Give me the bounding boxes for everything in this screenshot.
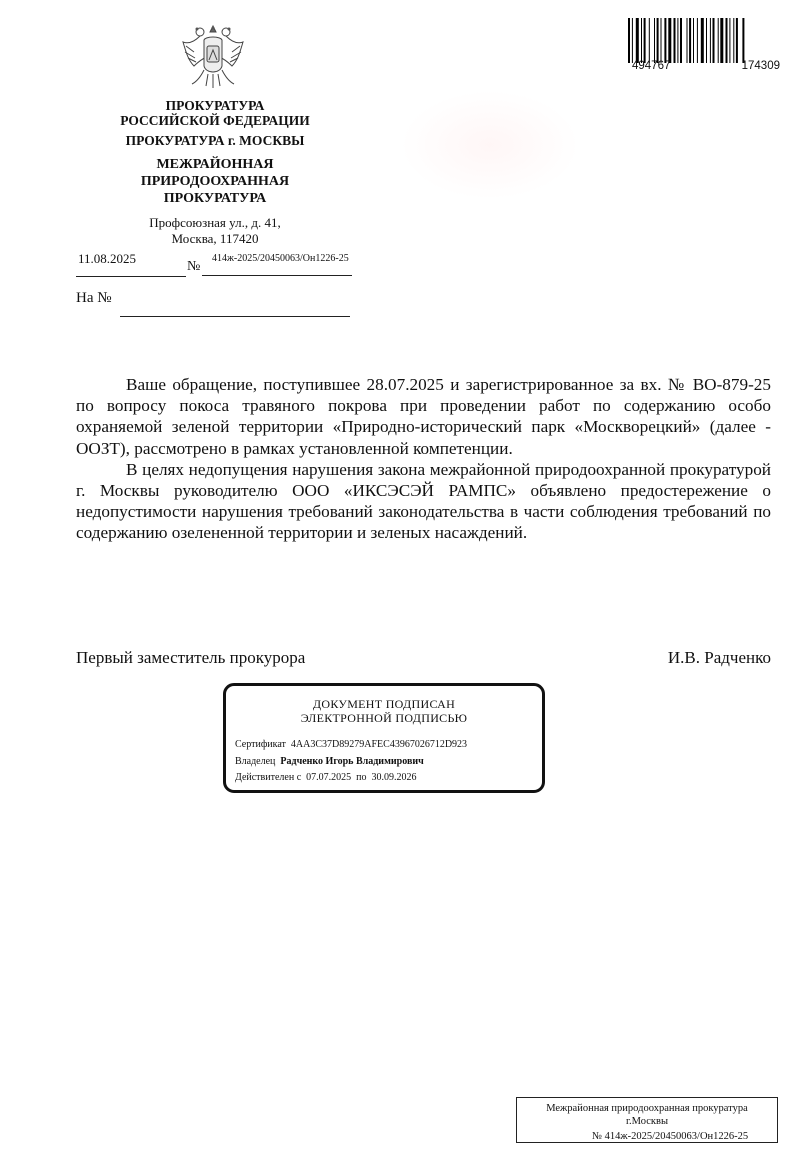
org-line-2: РОССИЙСКОЙ ФЕДЕРАЦИИ	[120, 113, 310, 128]
barcode-left-digits: 494767	[632, 60, 671, 72]
stamp-title	[226, 697, 542, 725]
org-name	[70, 98, 360, 128]
barcode-bar	[687, 18, 688, 63]
dept-line-3: ПРОКУРАТУРА	[163, 191, 267, 206]
barcode-bar	[713, 18, 715, 63]
barcode-bar	[701, 18, 704, 63]
barcode-bar	[697, 18, 698, 63]
stamp-title-line-2: ЭЛЕКТРОННОЙ ПОДПИСЬЮ	[300, 711, 468, 725]
barcode-bar	[654, 18, 655, 63]
document-number: 414ж-2025/20450063/Он1226-25	[202, 252, 352, 276]
barcode	[628, 18, 780, 63]
reply-to-label: На №	[76, 290, 112, 306]
barcode-bar	[736, 18, 738, 63]
barcode-bar	[636, 18, 639, 63]
barcode-bar	[726, 18, 728, 63]
barcode-bar	[674, 18, 676, 63]
dept-line-1: МЕЖРАЙОННАЯ	[156, 157, 274, 172]
barcode-bar	[644, 18, 646, 63]
dept-name	[70, 156, 360, 207]
barcode-bar	[649, 18, 650, 63]
stamp-valid-label: Действителен с	[235, 772, 302, 783]
stamp-validity	[235, 772, 417, 783]
registration-line-1: Межрайонная природоохранная прокуратура	[546, 1103, 748, 1114]
faint-watermark	[400, 90, 580, 200]
barcode-right-digits: 174309	[741, 60, 780, 72]
address	[70, 215, 360, 247]
registration-number: № 414ж-2025/20450063/Он1226-25	[592, 1131, 749, 1142]
barcode-bar	[657, 18, 659, 63]
barcode-bar	[680, 18, 682, 63]
registration-line-2: г.Москвы	[625, 1116, 669, 1127]
signer-name: И.В. Радченко	[667, 648, 771, 667]
stamp-cert-value: 4AA3C37D89279AFEC43967026712D923	[290, 739, 468, 750]
document-date: 11.08.2025	[76, 252, 186, 277]
barcode-bar	[689, 18, 691, 63]
org-line-1: ПРОКУРАТУРА	[165, 98, 265, 113]
org-moscow: ПРОКУРАТУРА г. МОСКВЫ	[125, 133, 305, 148]
barcode-bar	[720, 18, 723, 63]
barcode-bar	[693, 18, 694, 63]
state-emblem-icon	[180, 22, 246, 90]
stamp-title-line-1: ДОКУМЕНТ ПОДПИСАН	[312, 697, 456, 711]
stamp-owner-value: Радченко Игорь Владимирович	[280, 756, 424, 767]
barcode-bar	[641, 18, 642, 63]
barcode-bar	[668, 18, 671, 63]
stamp-certificate	[235, 739, 467, 750]
barcode-bar	[661, 18, 662, 63]
barcode-bar	[742, 18, 744, 63]
reply-to-line	[120, 315, 350, 317]
signer-title: Первый заместитель прокурора	[76, 648, 306, 667]
barcode-digits	[632, 60, 780, 72]
e-signature-stamp	[223, 683, 545, 793]
barcode-bar	[706, 18, 707, 63]
letter-body	[76, 374, 771, 544]
stamp-owner-label: Владелец	[235, 756, 276, 767]
barcode-bar	[628, 18, 630, 63]
barcode-bar	[664, 18, 666, 63]
barcode-bar	[632, 18, 633, 63]
barcode-bar	[677, 18, 678, 63]
number-sign: №	[187, 259, 201, 274]
barcode-bar	[718, 18, 719, 63]
stamp-owner	[235, 756, 424, 767]
stamp-valid-to: 30.09.2026	[371, 772, 417, 783]
stamp-cert-label: Сертификат	[235, 739, 286, 750]
stamp-valid-from: 07.07.2025	[306, 772, 352, 783]
body-paragraph-2: В целях недопущения нарушения закона межрайонной природоохранной прокуратурой г. Москвы руководителю ООО «ИКСЭСЭЙ РАМПС» объявлено предостережение о недопустимости нарушения требований законодательства в части соблюдения требований по содержанию озелененной территории и зеленых насаждений.	[76, 459, 771, 543]
address-line-1: Профсоюзная ул., д. 41,	[149, 215, 281, 230]
dept-line-2: ПРИРОДООХРАННАЯ	[140, 174, 290, 189]
barcode-bar	[710, 18, 711, 63]
body-paragraph-1: Ваше обращение, поступившее 28.07.2025 и зарегистрированное за вх. № ВО-879-25 по вопросу покоса травяного покрова при проведении работ по содержанию особо охраняемой зеленой территории «Природно-исторический парк «Москворецкий» (далее - ООЗТ), рассмотрено в рамках установленной компетенции.	[76, 375, 771, 458]
address-line-2: Москва, 117420	[171, 231, 259, 246]
barcode-bar	[733, 18, 734, 63]
barcode-bar	[729, 18, 730, 63]
stamp-valid-to-label: по	[356, 772, 367, 783]
